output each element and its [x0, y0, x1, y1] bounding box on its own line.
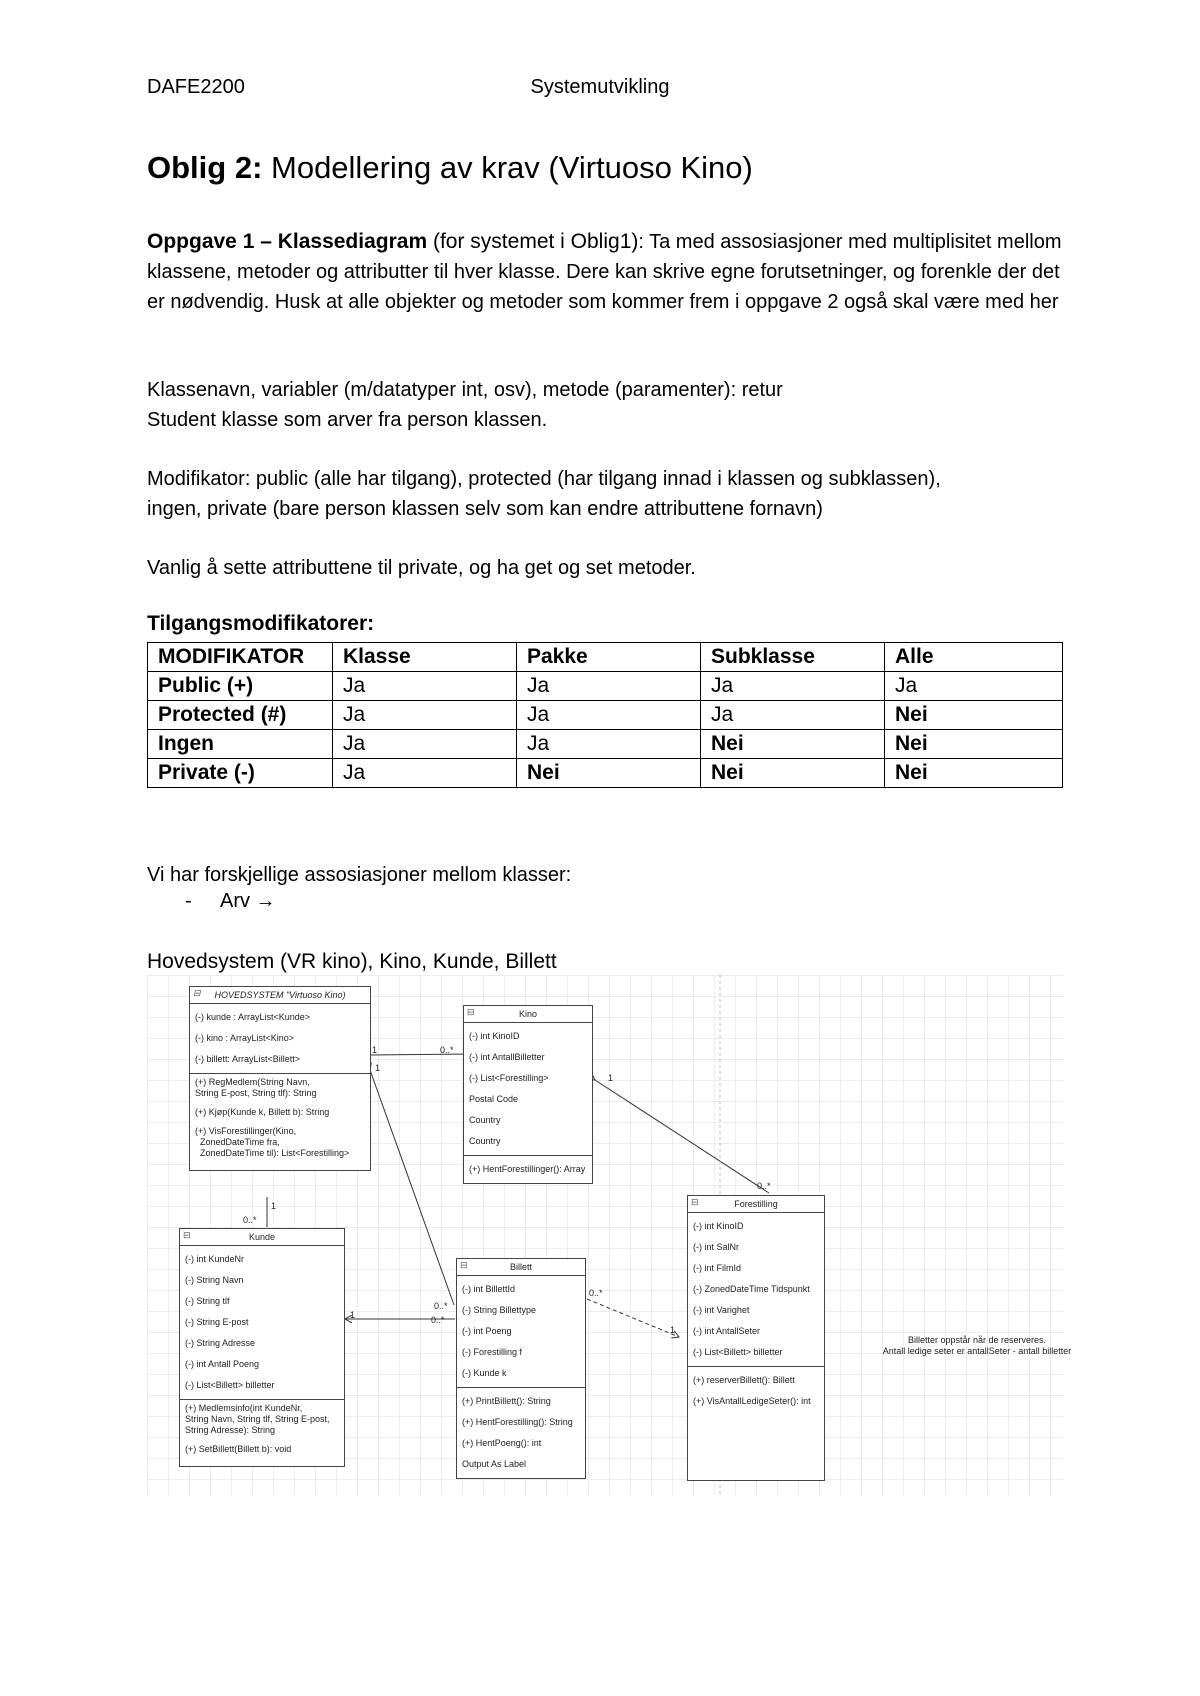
table-cell: Ja — [333, 701, 517, 730]
header-course: DAFE2200 — [147, 76, 245, 98]
task1-paren: (for systemet i Oblig1) — [427, 230, 639, 253]
page-title — [147, 150, 753, 186]
assoc-line-billett-forestilling — [587, 1299, 679, 1337]
class-methods — [464, 1156, 592, 1183]
class-attribute: (-) String tlf — [185, 1296, 230, 1306]
table-row — [148, 759, 1063, 788]
class-attribute: (-) billett: ArrayList<Billett> — [195, 1054, 301, 1064]
task1-label: Oppgave 1 – Klassediagram — [147, 230, 428, 253]
table-row — [148, 730, 1063, 759]
multiplicity-label: 1 — [372, 1045, 378, 1055]
table-cell: Nei — [885, 701, 1063, 730]
paragraph-getset: Vanlig å sette attributtene til private, og ha get og set metoder. — [147, 557, 696, 579]
task1-paragraph — [147, 227, 1067, 317]
table-cell: Nei — [885, 759, 1063, 788]
assoc-list-item — [185, 890, 276, 913]
class-attribute: (-) ZonedDateTime Tidspunkt — [693, 1284, 810, 1294]
multiplicity-label: 1 — [375, 1063, 381, 1073]
table-cell: Ja — [701, 701, 885, 730]
class-attributes — [688, 1213, 824, 1367]
class-method: (+) Kjøp(Kunde k, Billett b): String — [195, 1107, 330, 1117]
table-row — [148, 672, 1063, 701]
diagram-note: Billetter oppstår når de reserveres. Antall ledige seter er antallSeter - antall billetter — [882, 1335, 1072, 1356]
class-attribute: (-) List<Billett> billetter — [185, 1380, 275, 1390]
class-method: Output As Label — [462, 1459, 527, 1469]
class-name: ⊟ Kino — [464, 1006, 592, 1023]
table-row — [148, 701, 1063, 730]
class-attribute: Country — [469, 1115, 501, 1125]
table-cell: Nei — [701, 730, 885, 759]
assoc-intro: Vi har forskjellige assosiasjoner mellom klasser: — [147, 864, 572, 886]
class-attribute: (-) kunde : ArrayList<Kunde> — [195, 1012, 311, 1022]
class-box-forestilling — [687, 1195, 825, 1481]
table-header-cell: Subklasse — [701, 643, 885, 672]
class-method: (+) SetBillett(Billett b): void — [185, 1444, 292, 1454]
class-diagram — [147, 975, 1072, 1495]
class-attribute: (-) String Navn — [185, 1275, 244, 1285]
class-attribute: (-) Forestilling f — [462, 1347, 523, 1357]
class-attribute: (-) int SalNr — [693, 1242, 740, 1252]
class-method: (+) RegMedlem(String Navn, String E-post, String tlf): String — [195, 1077, 317, 1098]
table-cell: Private (-) — [148, 759, 333, 788]
paragraph-modifiers — [147, 464, 1067, 524]
table-header-cell: MODIFIKATOR — [148, 643, 333, 672]
class-attribute: (-) String Adresse — [185, 1338, 256, 1348]
class-attribute: (-) int KundeNr — [185, 1254, 245, 1264]
class-method: (+) Medlemsinfo(int KundeNr, String Navn, String tlf, String E-post, String Adresse): String — [185, 1403, 330, 1435]
class-methods — [457, 1388, 585, 1478]
table-cell: Ja — [333, 730, 517, 759]
assoc-line-kino-forestilling — [595, 1080, 769, 1193]
table-cell: Ingen — [148, 730, 333, 759]
table-cell: Ja — [885, 672, 1063, 701]
multiplicity-label: 0..* — [757, 1181, 771, 1191]
class-attribute: Postal Code — [469, 1094, 519, 1104]
list-bullet: - — [185, 890, 192, 912]
table-header-cell: Klasse — [333, 643, 517, 672]
multiplicity-label: 1 — [271, 1201, 277, 1211]
multiplicity-label: 0..* — [589, 1288, 603, 1298]
task1-text: : Ta med assosiasjoner med multiplisitet mellom klassene, metoder og attributter til hver klasse. Dere kan skrive egne forutsetninger, og forenkle der det er nødvendig. Husk at alle objekter og metoder som kommer frem i oppgave 2 også skal være med her — [147, 231, 1062, 313]
multiplicity-label: 0..* — [431, 1315, 445, 1325]
table-cell: Ja — [517, 672, 701, 701]
table-header-row — [148, 643, 1063, 672]
multiplicity-label: 0..* — [434, 1301, 448, 1311]
table-header-cell: Pakke — [517, 643, 701, 672]
table-cell: Nei — [885, 730, 1063, 759]
class-attribute: (-) kino : ArrayList<Kino> — [195, 1033, 295, 1043]
class-methods — [180, 1400, 344, 1466]
table-header-cell: Alle — [885, 643, 1063, 672]
table-title: Tilgangsmodifikatorer: — [147, 612, 375, 635]
class-attribute: Country — [469, 1136, 501, 1146]
class-attribute: (-) int KinoID — [469, 1031, 520, 1041]
class-method: (+) reserverBillett(): Billett — [693, 1375, 795, 1385]
multiplicity-label: 1 — [350, 1310, 356, 1320]
class-method: (+) VisForestillinger(Kino, ZonedDateTime fra, ZonedDateTime til): List<Forestilling> — [195, 1126, 350, 1158]
class-attribute: (-) int Antall Poeng — [185, 1359, 260, 1369]
multiplicity-label: 0..* — [440, 1045, 454, 1055]
class-attribute: (-) int AntallBilletter — [469, 1052, 545, 1062]
paragraph-line: Klassenavn, variabler (m/datatyper int, osv), metode (paramenter): retur — [147, 379, 783, 401]
paragraph-line: Modifikator: public (alle har tilgang), protected (har tilgang innad i klassen og subklassen), — [147, 468, 941, 490]
table-cell: Nei — [701, 759, 885, 788]
table-cell: Ja — [333, 672, 517, 701]
class-attribute: (-) String Billettype — [462, 1305, 537, 1315]
table-cell: Protected (#) — [148, 701, 333, 730]
class-methods — [688, 1367, 824, 1415]
header-subject: Systemutvikling — [530, 76, 670, 98]
class-methods — [190, 1074, 370, 1170]
class-attribute: (-) List<Billett> billetter — [693, 1347, 783, 1357]
class-attribute: (-) int KinoID — [693, 1221, 744, 1231]
class-attributes — [180, 1246, 344, 1400]
class-attribute: (-) int Varighet — [693, 1305, 750, 1315]
class-attribute: (-) int FilmId — [693, 1263, 741, 1273]
assoc-line-hs-kino — [370, 1054, 470, 1055]
assoc-item-text: Arv → — [220, 890, 276, 912]
class-method: (+) VisAntallLedigeSeter(): int — [693, 1396, 811, 1406]
table-cell: Nei — [517, 759, 701, 788]
class-attribute: (-) List<Forestilling> — [469, 1073, 549, 1083]
class-name: ⊟ Kunde — [180, 1229, 344, 1246]
class-method: (+) PrintBillett(): String — [462, 1396, 551, 1406]
class-attribute: (-) int BillettId — [462, 1284, 516, 1294]
table-cell: Ja — [701, 672, 885, 701]
class-attributes — [464, 1023, 592, 1156]
multiplicity-label: 1 — [670, 1325, 676, 1335]
title-bold: Oblig 2: — [147, 150, 263, 185]
class-attribute: (-) int AntallSeter — [693, 1326, 761, 1336]
class-box-kunde — [179, 1228, 345, 1467]
paragraph-line: Student klasse som arver fra person klassen. — [147, 409, 548, 431]
assoc-line-hs-billett — [370, 1070, 454, 1305]
table-cell: Ja — [333, 759, 517, 788]
class-method: (+) HentForestillinger(): Array — [469, 1164, 586, 1174]
table-cell: Ja — [517, 730, 701, 759]
class-attributes — [457, 1276, 585, 1388]
class-box-billett — [456, 1258, 586, 1479]
modifier-table — [147, 642, 1063, 788]
class-method: (+) HentPoeng(): int — [462, 1438, 542, 1448]
class-box-hovedsystem — [189, 986, 371, 1171]
class-name: ⊟ HOVEDSYSTEM "Virtuoso Kino) — [190, 987, 370, 1004]
multiplicity-label: 1 — [608, 1073, 614, 1083]
paragraph-classnames — [147, 375, 1067, 435]
class-attribute: (-) int Poeng — [462, 1326, 512, 1336]
class-attribute: (-) Kunde k — [462, 1368, 507, 1378]
title-rest: Modellering av krav (Virtuoso Kino) — [262, 150, 753, 185]
class-attribute: (-) String E-post — [185, 1317, 249, 1327]
table-cell: Public (+) — [148, 672, 333, 701]
paragraph-line: ingen, private (bare person klassen selv som kan endre attributtene fornavn) — [147, 498, 823, 520]
class-name: ⊟ Billett — [457, 1259, 585, 1276]
class-method: (+) HentForestilling(): String — [462, 1417, 573, 1427]
class-attributes — [190, 1004, 370, 1074]
class-name: ⊟ Forestilling — [688, 1196, 824, 1213]
table-cell: Ja — [517, 701, 701, 730]
multiplicity-label: 0..* — [243, 1215, 257, 1225]
diagram-caption: Hovedsystem (VR kino), Kino, Kunde, Billett — [147, 950, 557, 973]
class-box-kino — [463, 1005, 593, 1184]
